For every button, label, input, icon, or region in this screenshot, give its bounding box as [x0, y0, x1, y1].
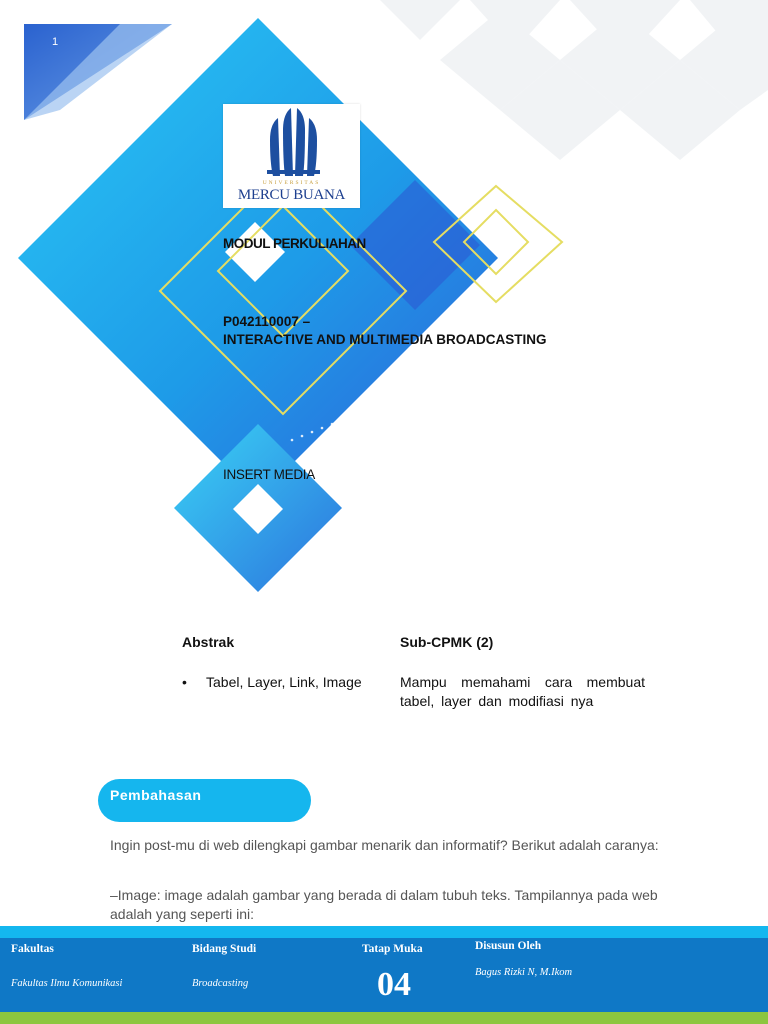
footer-meeting-label: Tatap Muka	[362, 943, 423, 955]
footer-bar	[0, 926, 768, 1024]
logo-subtitle: UNIVERSITAS	[262, 180, 321, 186]
logo-emblem-icon	[223, 104, 360, 182]
section-heading: Pembahasan	[110, 787, 202, 803]
paragraph: –Image: image adalah gambar yang berada di dalam tubuh teks. Tampilannya pada web adalah yang seperti ini:	[110, 887, 658, 922]
course-name: INTERACTIVE AND MULTIMEDIA BROADCASTING	[223, 332, 547, 347]
footer-field-label: Bidang Studi	[192, 943, 257, 955]
footer-main	[0, 938, 768, 1012]
page-number: 1	[52, 36, 59, 48]
logo-university-name: MERCU BUANA	[237, 187, 346, 203]
footer-meeting-value: 04	[377, 966, 411, 1003]
footer-author-label: Disusun Oleh	[475, 940, 542, 952]
abstract-item: Tabel, Layer, Link, Image	[206, 674, 362, 690]
sub-cpmk-text: Mampu memahami cara membuat tabel, layer dan modifiasi nya	[400, 674, 645, 709]
course-code: P042110007 –	[223, 314, 311, 329]
section-heading-pill	[98, 779, 311, 822]
abstract-heading: Abstrak	[182, 634, 235, 650]
bullet-icon: •	[182, 674, 187, 690]
footer-author-value: Bagus Rizki N, M.Ikom	[475, 967, 573, 978]
footer-faculty-label: Fakultas	[11, 943, 54, 955]
university-logo	[223, 104, 360, 208]
module-topic: INSERT MEDIA	[223, 467, 315, 482]
sub-cpmk-heading: Sub-CPMK (2)	[400, 634, 494, 650]
paragraph: Ingin post-mu di web dilengkapi gambar menarik dan informatif? Berikut adalah caranya:	[110, 837, 659, 853]
footer-bottom-stripe	[0, 1012, 768, 1024]
footer-top-stripe	[0, 926, 768, 938]
module-label: MODUL PERKULIAHAN	[223, 236, 366, 251]
background-pattern	[380, 0, 768, 160]
footer-faculty-value: Fakultas Ilmu Komunikasi	[11, 978, 123, 989]
footer-field-value: Broadcasting	[192, 978, 249, 989]
